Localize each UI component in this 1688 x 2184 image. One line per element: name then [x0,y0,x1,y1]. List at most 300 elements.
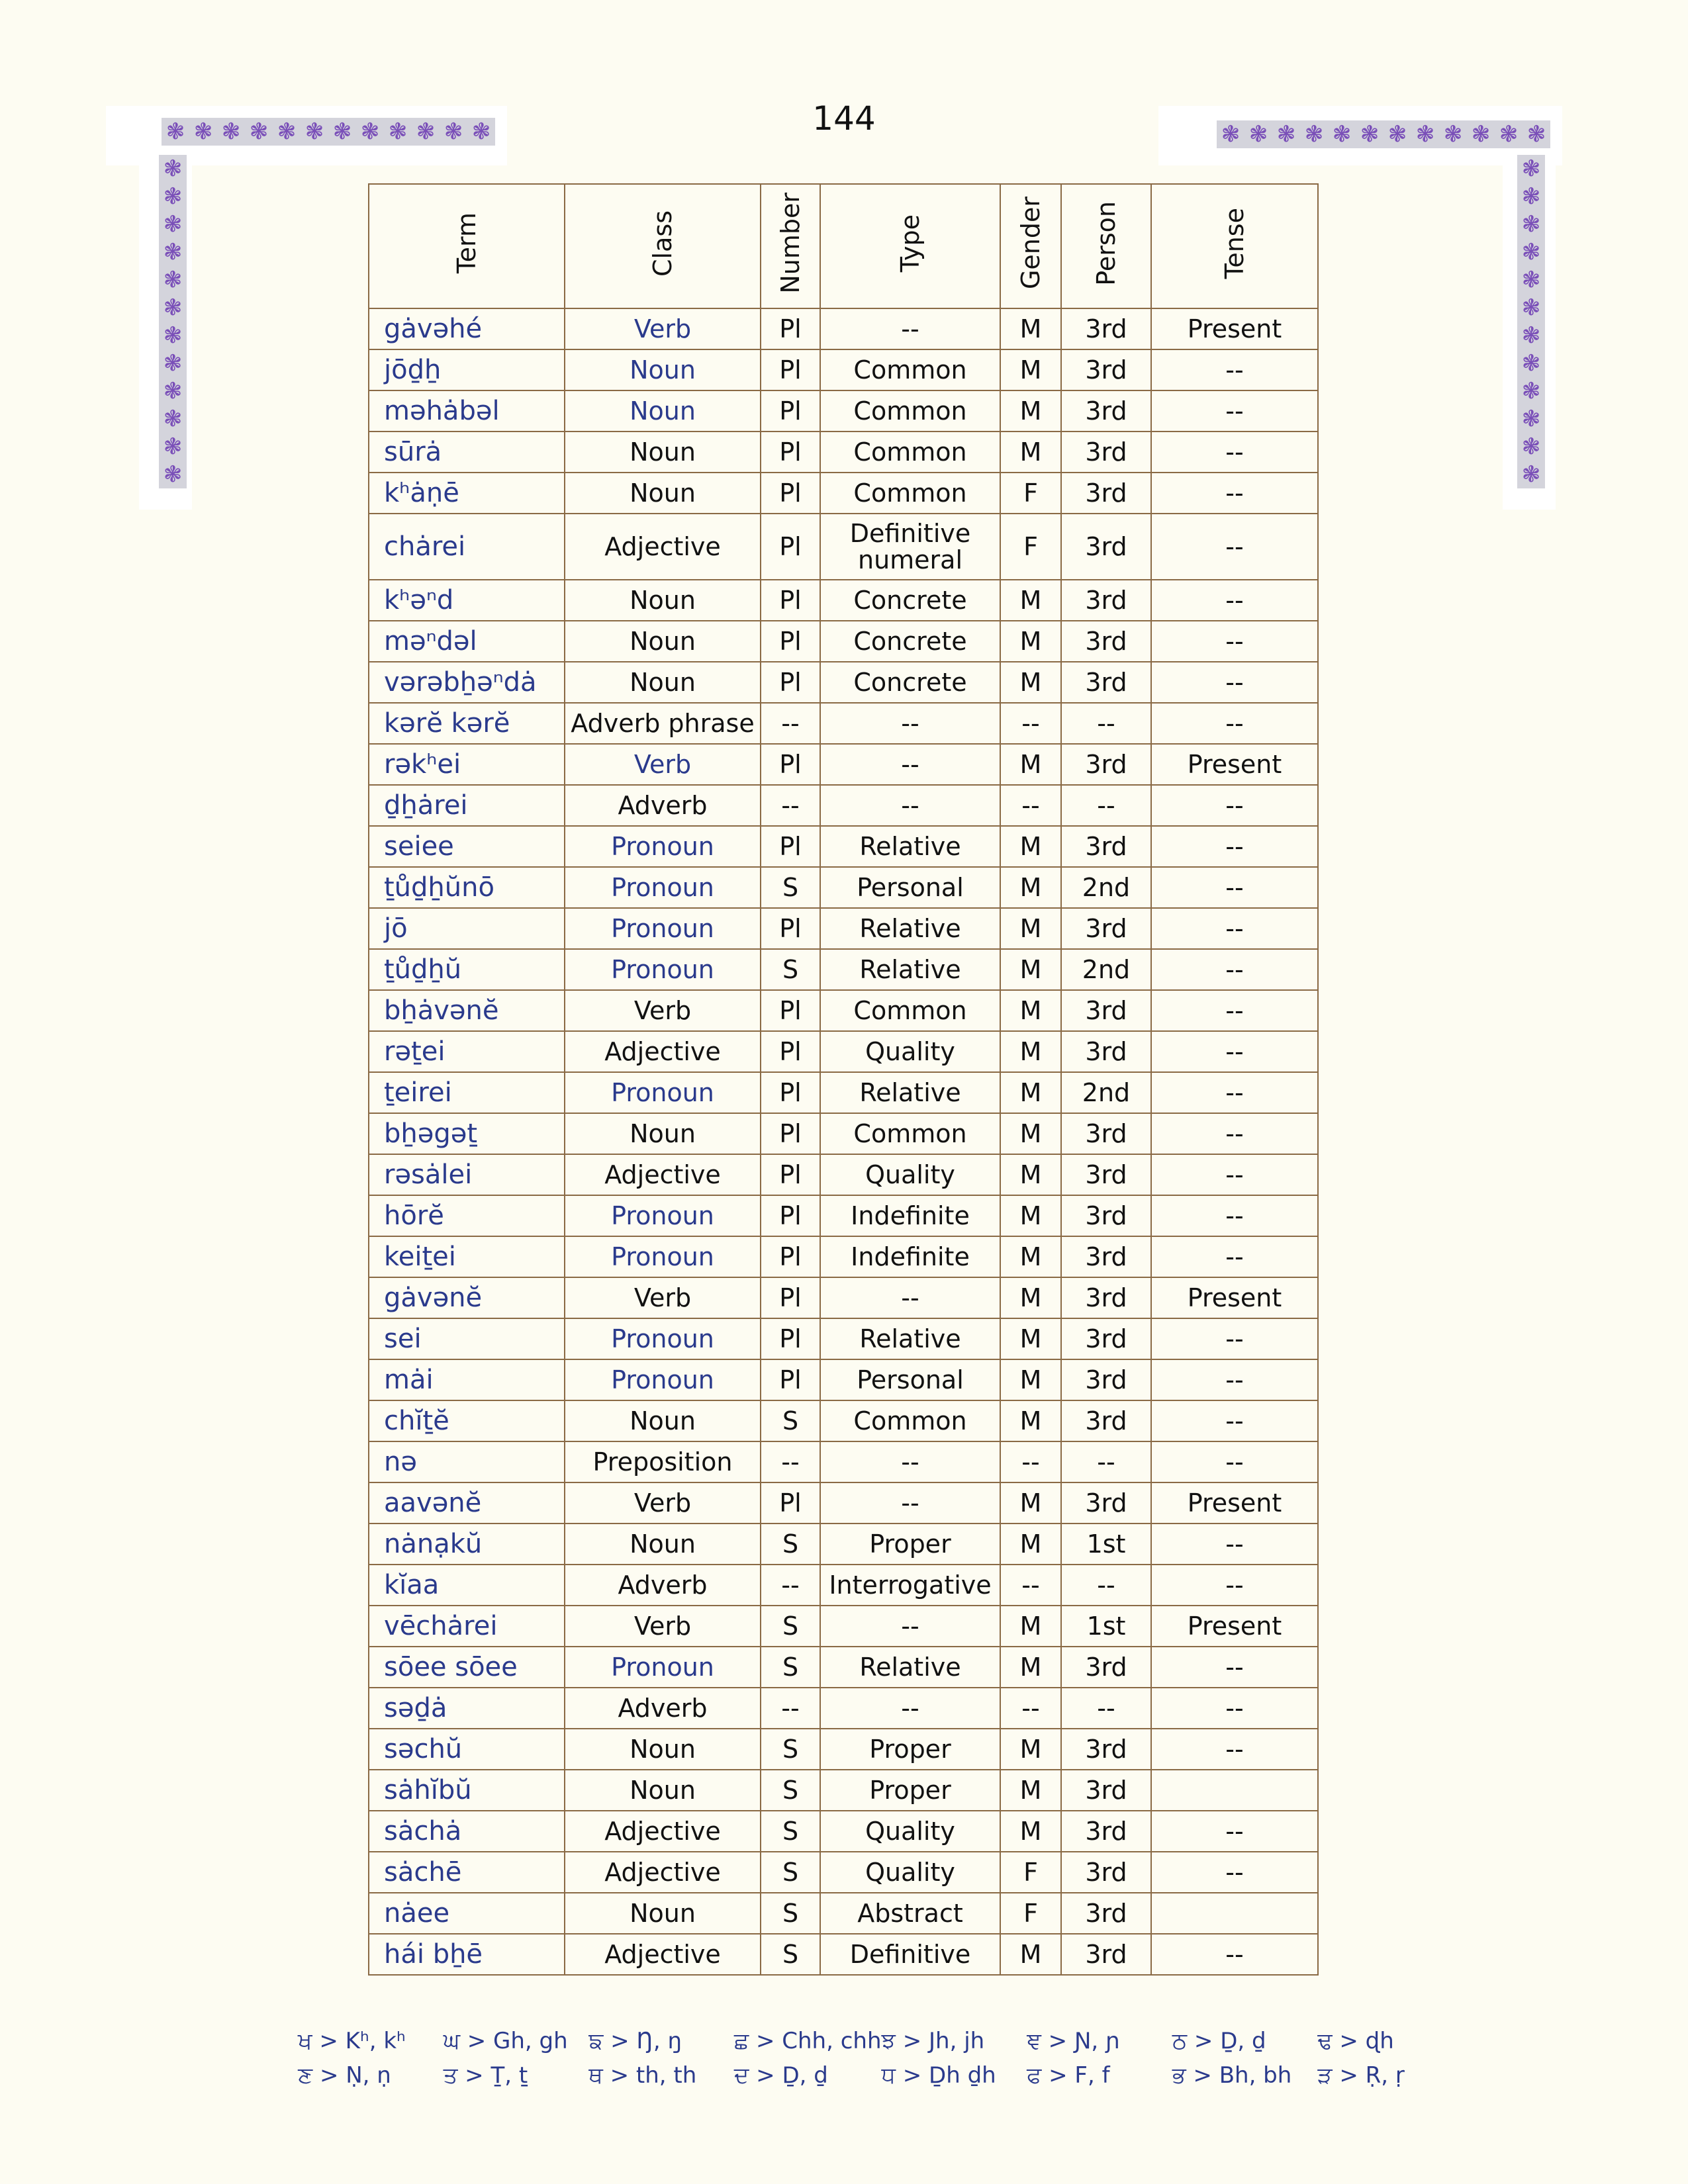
cell-class: Adjective [565,1031,761,1072]
cell-tense: Present [1151,744,1318,785]
cell-gender: M [1000,867,1061,908]
cell-gender: M [1000,1770,1061,1811]
cell-person: 3rd [1061,908,1151,949]
cell-number: Pl [761,621,820,662]
cell-type: Quality [820,1031,1000,1072]
header-number: Number [761,184,820,308]
cell-person: 3rd [1061,826,1151,867]
cell-type: Relative [820,826,1000,867]
cell-term: seiee [369,826,565,867]
legend-item: ਫ > F, f [1027,2062,1110,2089]
cell-number: S [761,1729,820,1770]
cell-class: Verb [565,1277,761,1318]
flower-ornament-icon: ❃ [249,118,269,145]
cell-person: 3rd [1061,473,1151,514]
flower-ornament-icon: ❃ [1276,121,1296,148]
table-row [369,826,1318,867]
cell-gender: M [1000,1031,1061,1072]
cell-tense: -- [1151,949,1318,990]
flower-ornament-icon: ❃ [1521,322,1541,349]
table-row [369,703,1318,744]
cell-class: Pronoun [565,1647,761,1688]
cell-class: Verb [565,744,761,785]
cell-class: Noun [565,1770,761,1811]
cell-class: Noun [565,1113,761,1154]
cell-type: Common [820,1113,1000,1154]
cell-number: S [761,1606,820,1647]
cell-tense: -- [1151,1236,1318,1277]
cell-gender: M [1000,390,1061,432]
cell-term: sūrȧ [369,432,565,473]
cell-class: Adjective [565,1154,761,1195]
cell-person: 3rd [1061,1729,1151,1770]
cell-number: S [761,1934,820,1975]
table-row [369,744,1318,785]
cell-type: Common [820,349,1000,390]
cell-person: 3rd [1061,662,1151,703]
cell-tense: -- [1151,867,1318,908]
cell-tense: -- [1151,703,1318,744]
legend-item: ਙ > Ŋ, ŋ [588,2028,682,2054]
flower-ornament-icon: ❃ [1521,267,1541,293]
cell-gender: F [1000,1893,1061,1934]
cell-tense: -- [1151,349,1318,390]
cell-gender: -- [1000,785,1061,826]
cell-person: 3rd [1061,1195,1151,1236]
cell-type: Relative [820,1072,1000,1113]
cell-tense: -- [1151,390,1318,432]
cell-type: Proper [820,1770,1000,1811]
cell-tense: Present [1151,1606,1318,1647]
table-row [369,1072,1318,1113]
cell-number: Pl [761,1277,820,1318]
cell-class: Verb [565,308,761,349]
cell-tense: -- [1151,826,1318,867]
cell-person: 2nd [1061,949,1151,990]
cell-class: Adjective [565,1811,761,1852]
cell-type: Concrete [820,580,1000,621]
cell-number: Pl [761,1113,820,1154]
cell-term: jō [369,908,565,949]
cell-class: Adverb [565,1565,761,1606]
cell-term: sōee sōee [369,1647,565,1688]
cell-person: -- [1061,703,1151,744]
cell-class: Pronoun [565,826,761,867]
table-row [369,1154,1318,1195]
flower-ornament-icon: ❃ [1360,121,1380,148]
cell-person: 3rd [1061,1359,1151,1400]
cell-term: gȧvəhé [369,308,565,349]
cell-type: -- [820,703,1000,744]
cell-number: Pl [761,473,820,514]
cell-person: 3rd [1061,1893,1151,1934]
cell-class: Adverb [565,1688,761,1729]
cell-type: Personal [820,867,1000,908]
cell-type: Quality [820,1852,1000,1893]
cell-term: hái bẖē [369,1934,565,1975]
cell-number: -- [761,1441,820,1482]
page-number: 144 [812,99,876,138]
cell-number: Pl [761,826,820,867]
legend-item: ਛ > Chh, chh [733,2028,882,2054]
cell-type: -- [820,308,1000,349]
legend-item: ਠ > Ḏ, ḏ [1172,2028,1266,2054]
cell-person: 3rd [1061,744,1151,785]
cell-type: -- [820,785,1000,826]
cell-number: Pl [761,990,820,1031]
flower-ornament-icon: ❃ [221,118,241,145]
cell-term: kʰȧṇē [369,473,565,514]
cell-person: 2nd [1061,1072,1151,1113]
cell-number: Pl [761,1359,820,1400]
cell-term: hōrĕ [369,1195,565,1236]
table-row [369,621,1318,662]
cell-class: Pronoun [565,1072,761,1113]
cell-number: -- [761,703,820,744]
flower-ornament-icon: ❃ [163,211,183,238]
legend-item: ਧ > Ḏh ḏh [881,2062,996,2089]
cell-type: Definitive [820,1934,1000,1975]
flower-ornament-icon: ❃ [471,118,491,145]
cell-term: ṯeirei [369,1072,565,1113]
cell-type: Relative [820,949,1000,990]
cell-gender: M [1000,744,1061,785]
cell-person: 3rd [1061,1031,1151,1072]
cell-number: S [761,1400,820,1441]
cell-class: Noun [565,1893,761,1934]
table-row [369,1893,1318,1934]
cell-tense: -- [1151,473,1318,514]
cell-term: gȧvənĕ [369,1277,565,1318]
cell-tense: -- [1151,1811,1318,1852]
flower-ornament-icon: ❃ [1521,406,1541,432]
cell-person: 3rd [1061,1482,1151,1524]
cell-term: səchŭ [369,1729,565,1770]
cell-number: S [761,949,820,990]
header-gender: Gender [1000,184,1061,308]
cell-class: Adjective [565,1852,761,1893]
cell-gender: M [1000,1934,1061,1975]
table-row [369,949,1318,990]
cell-term: vərəbẖəⁿdȧ [369,662,565,703]
table-row [369,1400,1318,1441]
cell-number: Pl [761,349,820,390]
cell-person: 3rd [1061,1277,1151,1318]
flower-ornament-icon: ❃ [1521,350,1541,377]
cell-person: -- [1061,1441,1151,1482]
cell-tense: -- [1151,1154,1318,1195]
table-row [369,1565,1318,1606]
cell-tense: -- [1151,1072,1318,1113]
cell-tense: -- [1151,908,1318,949]
cell-gender: M [1000,662,1061,703]
cell-gender: M [1000,1524,1061,1565]
cell-class: Noun [565,1729,761,1770]
cell-term: məhȧbəl [369,390,565,432]
cell-tense: -- [1151,1647,1318,1688]
cell-number: Pl [761,744,820,785]
table-row [369,1647,1318,1688]
cell-tense: -- [1151,990,1318,1031]
table-row [369,1236,1318,1277]
cell-type: Common [820,990,1000,1031]
cell-gender: F [1000,1852,1061,1893]
cell-class: Pronoun [565,908,761,949]
flower-ornament-icon: ❃ [1521,378,1541,404]
flower-ornament-icon: ❃ [1304,121,1324,148]
cell-term: ḏẖȧrei [369,785,565,826]
cell-tense: -- [1151,1031,1318,1072]
cell-type: Quality [820,1154,1000,1195]
flower-ornament-icon: ❃ [193,118,213,145]
cell-person: 3rd [1061,1318,1151,1359]
legend-item: ਢ > ɖh [1317,2028,1394,2054]
cell-number: -- [761,1565,820,1606]
cell-type: Proper [820,1524,1000,1565]
cell-term: mȧi [369,1359,565,1400]
flower-ornament-icon: ❃ [444,118,463,145]
cell-number: Pl [761,432,820,473]
cell-class: Noun [565,432,761,473]
legend-item: ਥ > th, th [588,2062,697,2089]
cell-class: Adjective [565,1934,761,1975]
legend-item: ਖ > Kʰ, kʰ [298,2028,406,2054]
cell-type: Abstract [820,1893,1000,1934]
cell-type: Concrete [820,662,1000,703]
cell-gender: M [1000,1359,1061,1400]
cell-tense: -- [1151,1729,1318,1770]
cell-term: ṯůḏẖŭnō [369,867,565,908]
cell-term: chĭṯĕ [369,1400,565,1441]
cell-gender: M [1000,1236,1061,1277]
cell-gender: M [1000,1277,1061,1318]
cell-type: Concrete [820,621,1000,662]
cell-class: Noun [565,621,761,662]
cell-number: Pl [761,1236,820,1277]
cell-type: Personal [820,1359,1000,1400]
cell-person: 3rd [1061,349,1151,390]
flower-ornament-icon: ❃ [163,239,183,265]
cell-number: Pl [761,390,820,432]
table-header-row [369,184,1318,308]
cell-class: Noun [565,1524,761,1565]
cell-class: Adverb phrase [565,703,761,744]
cell-tense: -- [1151,1934,1318,1975]
cell-tense: -- [1151,1688,1318,1729]
cell-number: S [761,1852,820,1893]
cell-gender: F [1000,514,1061,580]
cell-type: Proper [820,1729,1000,1770]
cell-number: Pl [761,1482,820,1524]
table-row [369,432,1318,473]
table-row [369,1195,1318,1236]
cell-gender: M [1000,990,1061,1031]
cell-gender: M [1000,432,1061,473]
cell-term: məⁿdəl [369,621,565,662]
cell-person: 3rd [1061,432,1151,473]
cell-gender: M [1000,908,1061,949]
cell-type: Quality [820,1811,1000,1852]
cell-class: Noun [565,390,761,432]
cell-type: Indefinite [820,1236,1000,1277]
cell-person: 3rd [1061,580,1151,621]
cell-gender: M [1000,1400,1061,1441]
cell-term: nə [369,1441,565,1482]
cell-gender: M [1000,1811,1061,1852]
flower-ornament-icon: ❃ [1521,211,1541,238]
cell-tense: -- [1151,785,1318,826]
cell-term: vēchȧrei [369,1606,565,1647]
legend-item: ਤ > Ṯ, ṯ [443,2062,528,2089]
cell-class: Verb [565,1606,761,1647]
table-row [369,308,1318,349]
table-row [369,1688,1318,1729]
cell-type: Relative [820,1647,1000,1688]
cell-person: 3rd [1061,990,1151,1031]
transliteration-key [298,2028,1463,2089]
cell-term: nȧnạkŭ [369,1524,565,1565]
cell-tense: -- [1151,1524,1318,1565]
cell-number: Pl [761,1072,820,1113]
cell-term: sȧchē [369,1852,565,1893]
cell-gender: -- [1000,1688,1061,1729]
cell-type: Common [820,1400,1000,1441]
cell-term: kərĕ kərĕ [369,703,565,744]
cell-gender: M [1000,1318,1061,1359]
cell-person: 3rd [1061,1934,1151,1975]
flower-ornament-icon: ❃ [388,118,408,145]
cell-tense: -- [1151,1318,1318,1359]
cell-tense [1151,1893,1318,1934]
flower-ornament-icon: ❃ [1332,121,1352,148]
table-row [369,1359,1318,1400]
table-row [369,785,1318,826]
cell-person: 3rd [1061,1400,1151,1441]
cell-gender: M [1000,949,1061,990]
cell-type: Common [820,390,1000,432]
cell-type: Common [820,473,1000,514]
cell-class: Adjective [565,514,761,580]
cell-gender: M [1000,826,1061,867]
table-row [369,1524,1318,1565]
table-row [369,1852,1318,1893]
flower-ornament-icon: ❃ [1521,183,1541,210]
cell-class: Pronoun [565,1236,761,1277]
flower-ornament-icon: ❃ [1387,121,1407,148]
cell-person: 3rd [1061,1770,1151,1811]
cell-tense: Present [1151,1482,1318,1524]
table-row [369,1811,1318,1852]
cell-person: 3rd [1061,1113,1151,1154]
cell-class: Noun [565,349,761,390]
flower-ornament-icon: ❃ [163,433,183,460]
cell-class: Preposition [565,1441,761,1482]
flower-ornament-icon: ❃ [1471,121,1491,148]
cell-term: ṯůḏẖŭ [369,949,565,990]
cell-number: S [761,1524,820,1565]
cell-number: Pl [761,1195,820,1236]
flower-ornament-icon: ❃ [163,295,183,321]
cell-class: Noun [565,662,761,703]
legend-item: ੜ > Ṛ, ṛ [1317,2062,1405,2089]
cell-tense: Present [1151,1277,1318,1318]
table-row [369,662,1318,703]
flower-ornament-icon: ❃ [1415,121,1435,148]
cell-type: -- [820,1688,1000,1729]
header-person: Person [1061,184,1151,308]
cell-type: Relative [820,1318,1000,1359]
cell-tense [1151,1770,1318,1811]
cell-person: 1st [1061,1606,1151,1647]
cell-person: -- [1061,1565,1151,1606]
cell-gender: M [1000,1072,1061,1113]
table-row [369,580,1318,621]
cell-tense: -- [1151,1565,1318,1606]
cell-type: Indefinite [820,1195,1000,1236]
cell-term: kĭaa [369,1565,565,1606]
cell-term: bẖəgəṯ [369,1113,565,1154]
table-row [369,867,1318,908]
cell-number: Pl [761,514,820,580]
cell-person: 2nd [1061,867,1151,908]
cell-tense: -- [1151,432,1318,473]
cell-term: rəsȧlei [369,1154,565,1195]
table-row [369,473,1318,514]
cell-term: rəkʰei [369,744,565,785]
header-type: Type [820,184,1000,308]
cell-type: -- [820,1277,1000,1318]
cell-person: 3rd [1061,308,1151,349]
legend-item: ਞ > Ɲ, ɲ [1027,2028,1120,2054]
header-term: Term [369,184,565,308]
flower-ornament-icon: ❃ [1521,461,1541,488]
flower-ornament-icon: ❃ [163,267,183,293]
cell-tense: -- [1151,662,1318,703]
table-row [369,1277,1318,1318]
cell-class: Pronoun [565,1195,761,1236]
table-row [369,1482,1318,1524]
flower-ornament-icon: ❃ [1521,239,1541,265]
cell-term: rəṯei [369,1031,565,1072]
cell-class: Verb [565,1482,761,1524]
cell-term: nȧee [369,1893,565,1934]
cell-person: 3rd [1061,1647,1151,1688]
cell-class: Pronoun [565,867,761,908]
cell-gender: M [1000,1154,1061,1195]
table-row [369,990,1318,1031]
flower-ornament-icon: ❃ [277,118,297,145]
cell-tense: -- [1151,580,1318,621]
table-row [369,1729,1318,1770]
cell-gender: M [1000,621,1061,662]
flower-ornament-icon: ❃ [332,118,352,145]
cell-number: Pl [761,1318,820,1359]
cell-type: -- [820,744,1000,785]
cell-term: sei [369,1318,565,1359]
legend-item: ਣ > Ṇ, ṇ [298,2062,391,2089]
cell-tense: -- [1151,1359,1318,1400]
cell-gender: -- [1000,703,1061,744]
cell-number: Pl [761,908,820,949]
table-row [369,514,1318,580]
cell-gender: M [1000,1729,1061,1770]
flower-ornament-icon: ❃ [163,406,183,432]
cell-gender: M [1000,1113,1061,1154]
cell-person: 3rd [1061,1236,1151,1277]
cell-number: -- [761,785,820,826]
table-row [369,1934,1318,1975]
cell-number: Pl [761,580,820,621]
